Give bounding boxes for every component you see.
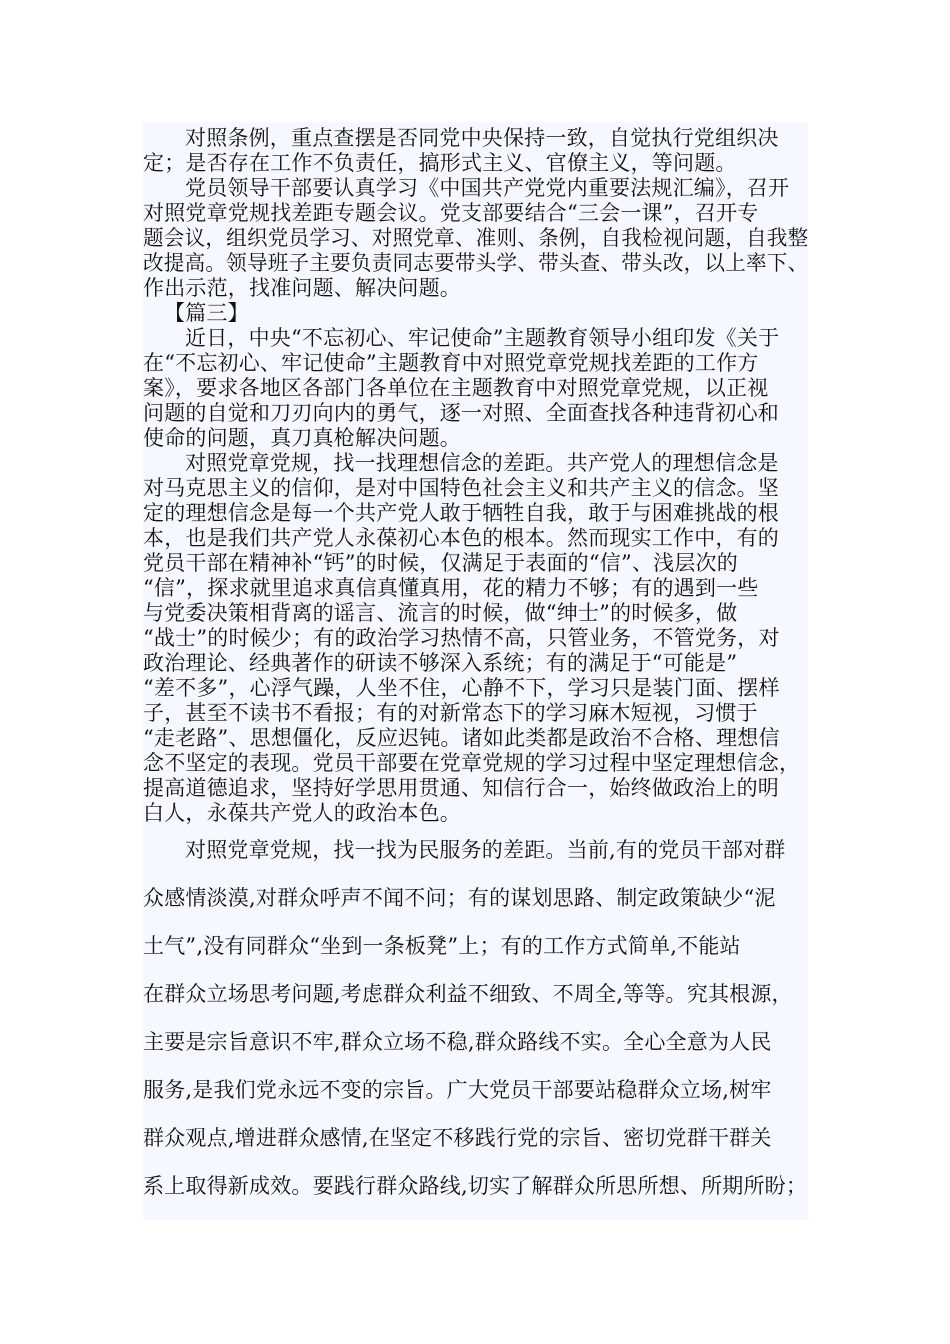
text-line: 子，甚至不读书不看报；有的对新常态下的学习麻木短视，习惯于 bbox=[143, 701, 758, 725]
section-heading: 【篇三】 bbox=[164, 301, 249, 325]
text-line: 定；是否存在工作不负责任，搞形式主义、官僚主义，等问题。 bbox=[143, 151, 737, 175]
text-line: 服务,是我们党永远不变的宗旨。广大党员干部要站稳群众立场,树牢 bbox=[143, 1078, 772, 1102]
text-line: 对马克思主义的信仰，是对中国特色社会主义和共产主义的信念。坚 bbox=[143, 476, 779, 500]
text-line: 本，也是我们共产党人永葆初心本色的根本。然而现实工作中，有的 bbox=[143, 526, 779, 550]
text-line: “差不多”，心浮气躁，人坐不住，心静不下，学习只是装门面、摆样 bbox=[143, 676, 780, 700]
text-line: 与党委决策相背离的谣言、流言的时候，做“绅士”的时候多，做 bbox=[143, 601, 738, 625]
text-line: 白人，永葆共产党人的政治本色。 bbox=[143, 801, 461, 825]
text-line: 系上取得新成效。要践行群众路线,切实了解群众所思所想、所期所盼； bbox=[143, 1174, 808, 1198]
text-line: 群众观点,增进群众感情,在坚定不移践行党的宗旨、密切党群干群关 bbox=[143, 1126, 772, 1150]
text-line: 众感情淡漠,对群众呼声不闻不问；有的谋划思路、制定政策缺少“泥 bbox=[143, 886, 776, 910]
text-line: 案》，要求各地区各部门各单位在主题教育中对照党章党规，以正视 bbox=[143, 376, 769, 400]
text-line: “信”，探求就里追求真信真懂真用，花的精力不够；有的遇到一些 bbox=[143, 576, 759, 600]
text-line: 对照党章党规，找一找为民服务的差距。当前,有的党员干部对群 bbox=[185, 838, 786, 862]
text-line: 对照党章党规找差距专题会议。党支部要结合“三会一课”，召开专 bbox=[143, 201, 759, 225]
text-line: 在“不忘初心、牢记使命”主题教育中对照党章党规找差距的工作方 bbox=[143, 351, 759, 375]
text-line: 念不坚定的表现。党员干部要在党章党规的学习过程中坚定理想信念， bbox=[143, 751, 801, 775]
text-line: 对照条例，重点查摆是否同党中央保持一致，自觉执行党组织决 bbox=[185, 126, 779, 150]
text-line: 作出示范，找准问题、解决问题。 bbox=[143, 276, 461, 300]
text-line: 改提高。领导班子主要负责同志要带头学、带头查、带头改，以上率下、 bbox=[143, 251, 809, 275]
text-line: 题会议，组织党员学习、对照党章、准则、条例，自我检视问题，自我整 bbox=[143, 226, 809, 250]
text-line: 党员干部在精神补“钙”的时候，仅满足于表面的“信”、浅层次的 bbox=[143, 551, 738, 575]
text-line: 在群众立场思考问题,考虑群众利益不细致、不周全,等等。究其根源， bbox=[143, 982, 793, 1006]
article-text-block bbox=[143, 122, 808, 1220]
text-line: 党员领导干部要认真学习《中国共产党党内重要法规汇编》，召开 bbox=[185, 176, 790, 200]
text-line: 提高道德追求，坚持好学思用贯通、知信行合一，始终做政治上的明 bbox=[143, 776, 779, 800]
text-line: 近日，中央“不忘初心、牢记使命”主题教育领导小组印发《关于 bbox=[185, 326, 780, 350]
text-line: “走老路”、思想僵化，反应迟钝。诸如此类都是政治不合格、理想信 bbox=[143, 726, 780, 750]
text-line: 土气”,没有同群众“坐到一条板凳”上；有的工作方式简单,不能站 bbox=[143, 934, 741, 958]
text-line: “战士”的时候少；有的政治学习热情不高，只管业务，不管党务，对 bbox=[143, 626, 780, 650]
text-line: 问题的自觉和刀刃向内的勇气，逐一对照、全面查找各种违背初心和 bbox=[143, 401, 779, 425]
text-line: 定的理想信念是每一个共产党人敢于牺牲自我，敢于与困难挑战的根 bbox=[143, 501, 779, 525]
text-line: 使命的问题，真刀真枪解决问题。 bbox=[143, 426, 461, 450]
text-line: 主要是宗旨意识不牢,群众立场不稳,群众路线不实。全心全意为人民 bbox=[143, 1030, 772, 1054]
text-line: 政治理论、经典著作的研读不够深入系统；有的满足于“可能是” bbox=[143, 651, 738, 675]
text-line: 对照党章党规，找一找理想信念的差距。共产党人的理想信念是 bbox=[185, 451, 779, 475]
